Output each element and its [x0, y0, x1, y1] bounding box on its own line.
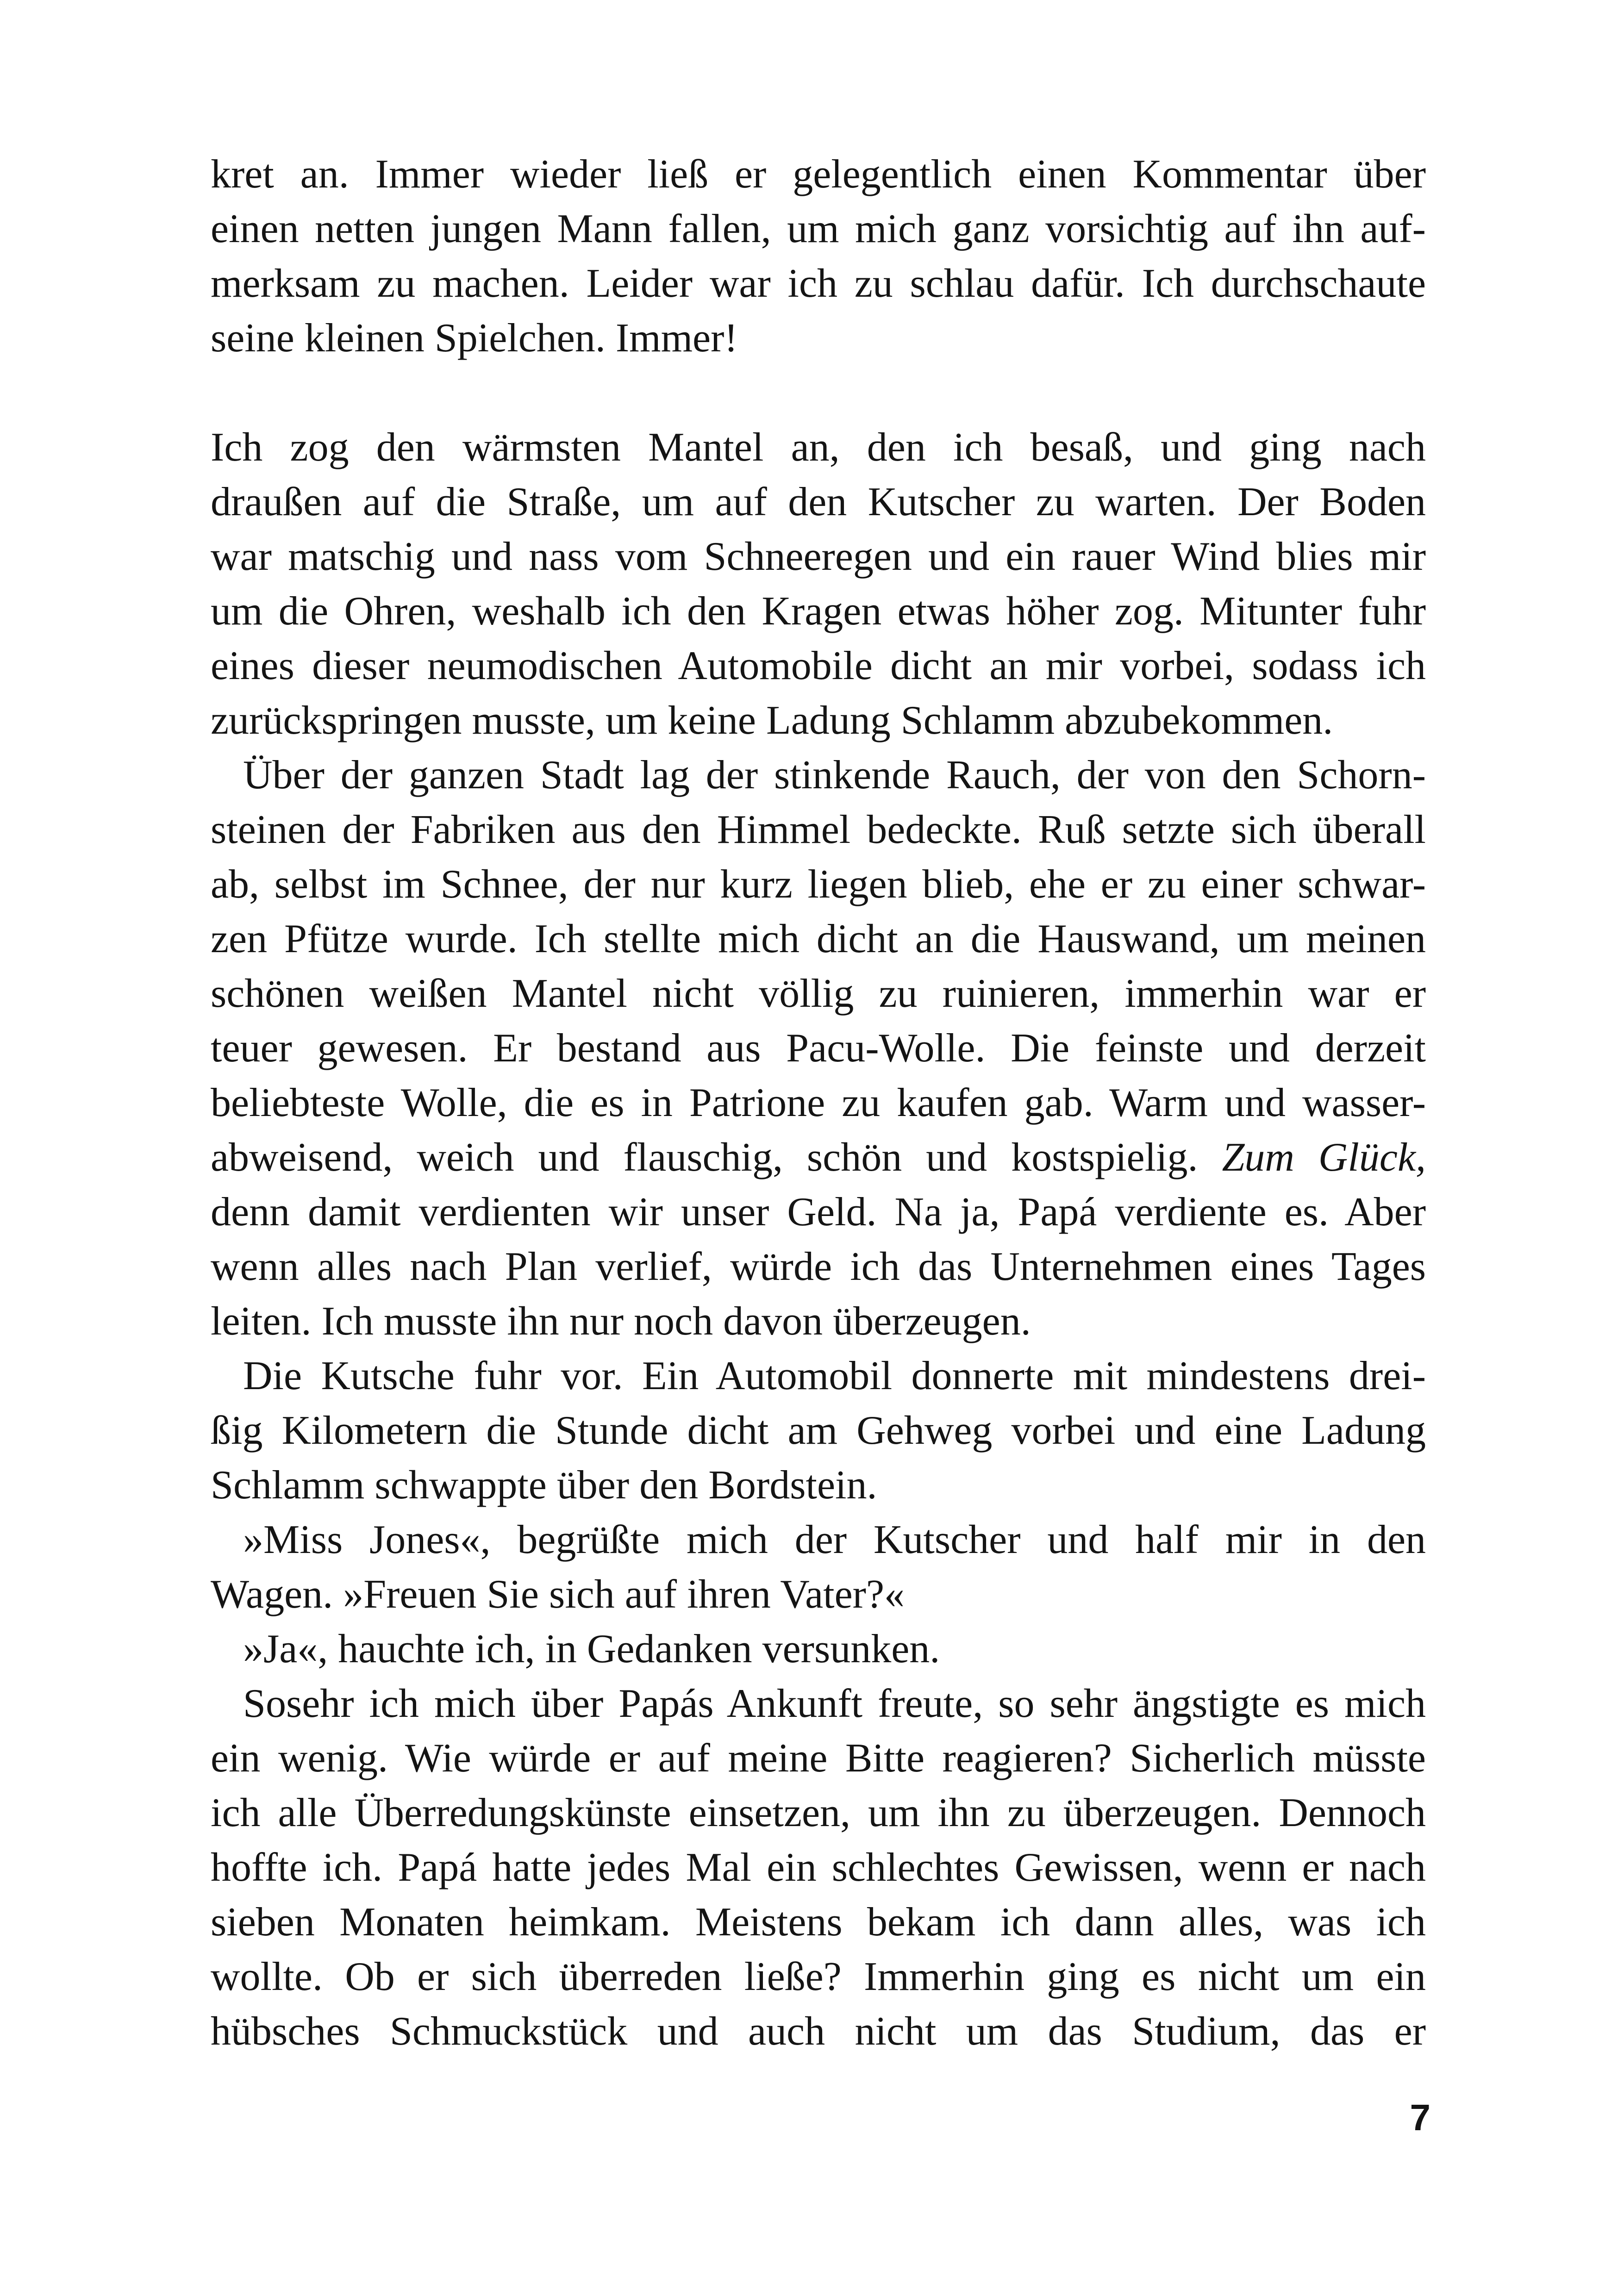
section-break [211, 366, 1426, 420]
text-line: ßig Kilometern die Stunde dicht am Gehweg vorbei und eine Ladung [211, 1408, 1426, 1453]
text-line: wollte. Ob er sich überreden ließe? Immerhin ging es nicht um ein [211, 1954, 1426, 1999]
text-line: denn damit verdienten wir unser Geld. Na ja, Papá verdiente es. Aber [211, 1190, 1426, 1235]
text-line: hoffte ich. Papá hatte jedes Mal ein schlechtes Gewissen, wenn er nach [211, 1845, 1426, 1890]
text-line: zen Pfütze wurde. Ich stellte mich dicht an die Hauswand, um meinen [211, 917, 1426, 961]
text-line: Schlamm schwappte über den Bordstein. [211, 1463, 877, 1508]
text-line: »Ja«, hauchte ich, in Gedanken versunken. [243, 1627, 940, 1671]
text-line: »Miss Jones«, begrüßte mich der Kutscher und half mir in den [243, 1517, 1426, 1562]
text-line: Über der ganzen Stadt lag der stinkende Rauch, der von den Schorn- [243, 753, 1426, 798]
text-line: schönen weißen Mantel nicht völlig zu ruinieren, immerhin war er [211, 971, 1426, 1016]
text-line: zurückspringen musste, um keine Ladung Schlamm abzubekommen. [211, 698, 1333, 743]
text-line: hübsches Schmuckstück und auch nicht um das Studium, das er [211, 2009, 1426, 2054]
text-line: ein wenig. Wie würde er auf meine Bitte reagieren? Sicherlich müsste [211, 1736, 1426, 1781]
text-line: war matschig und nass vom Schneeregen und ein rauer Wind blies mir [211, 534, 1426, 579]
text-line: kret an. Immer wieder ließ er gelegentlich einen Kommentar über [211, 152, 1426, 197]
page-number: 7 [1410, 2097, 1430, 2138]
text-line: steinen der Fabriken aus den Himmel bedeckte. Ruß setzte sich überall [211, 807, 1426, 852]
text-line: wenn alles nach Plan verlief, würde ich das Unternehmen eines Tages [211, 1244, 1426, 1289]
text-line: draußen auf die Straße, um auf den Kutscher zu warten. Der Boden [211, 480, 1426, 524]
text-line: ab, selbst im Schnee, der nur kurz liegen blieb, ehe er zu einer schwar- [211, 862, 1426, 907]
text-line: Sosehr ich mich über Papás Ankunft freute, so sehr ängstigte es mich [243, 1681, 1426, 1726]
text-line: leiten. Ich musste ihn nur noch davon überzeugen. [211, 1299, 1031, 1344]
text-line: um die Ohren, weshalb ich den Kragen etwas höher zog. Mitunter fuhr [211, 589, 1426, 634]
text-line: Die Kutsche fuhr vor. Ein Automobil donnerte mit mindestens drei- [243, 1353, 1426, 1398]
text-line: teuer gewesen. Er bestand aus Pacu-Wolle. Die feinste und derzeit [211, 1026, 1426, 1071]
emphasis-text: Zum Glück, [1222, 1135, 1426, 1180]
text-line: Wagen. »Freuen Sie sich auf ihren Vater?« [211, 1572, 905, 1617]
text-line-with-emphasis [211, 1130, 1426, 1185]
text-line: ich alle Überredungskünste einsetzen, um ihn zu überzeugen. Dennoch [211, 1790, 1426, 1835]
text-segment: abweisend, weich und flauschig, schön und kostspielig. [211, 1135, 1198, 1180]
body-text [211, 147, 1426, 2059]
text-line: sieben Monaten heimkam. Meistens bekam ich dann alles, was ich [211, 1900, 1426, 1945]
text-line: einen netten jungen Mann fallen, um mich ganz vorsichtig auf ihn auf- [211, 206, 1426, 251]
text-line: Ich zog den wärmsten Mantel an, den ich besaß, und ging nach [211, 425, 1426, 470]
text-line: eines dieser neumodischen Automobile dicht an mir vorbei, sodass ich [211, 643, 1426, 688]
text-line: merksam zu machen. Leider war ich zu schlau dafür. Ich durchschaute [211, 261, 1426, 306]
text-line: seine kleinen Spielchen. Immer! [211, 316, 738, 361]
text-line: beliebteste Wolle, die es in Patrione zu kaufen gab. Warm und wasser- [211, 1080, 1426, 1125]
